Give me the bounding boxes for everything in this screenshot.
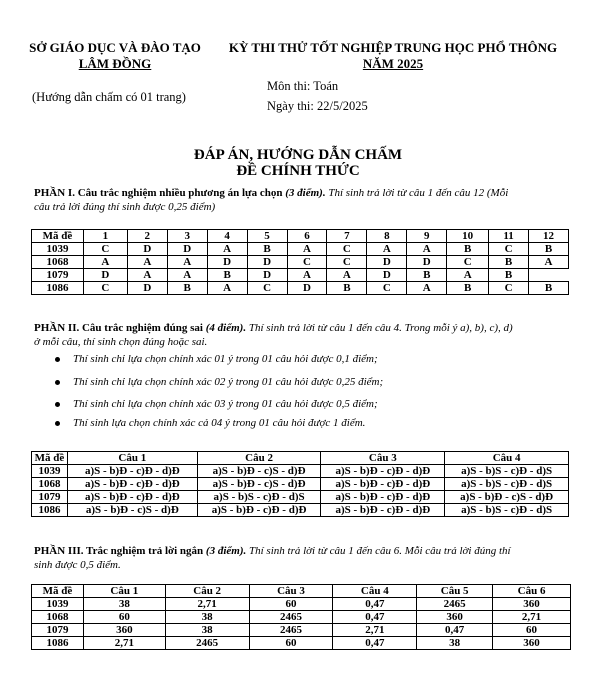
answer-cell: a)S - b)Đ - c)Đ - d)Đ <box>321 491 445 504</box>
guide-note: (Hướng dẫn chấm có 01 trang) <box>32 90 186 104</box>
answer-cell: 38 <box>165 624 249 637</box>
answer-cell: 0,47 <box>417 624 493 637</box>
answer-cell: 2,71 <box>165 598 249 611</box>
column-header: Câu 1 <box>83 585 165 598</box>
answer-cell: a)S - b)Đ - c)Đ - d)Đ <box>67 491 197 504</box>
answer-cell: a)S - b)Đ - c)Đ - d)Đ <box>67 465 197 478</box>
answer-cell: a)S - b)Đ - c)S - d)Đ <box>197 465 321 478</box>
subject-label: Môn thi: Toán <box>267 79 339 93</box>
table-row <box>32 598 571 611</box>
answer-cell: 360 <box>493 598 571 611</box>
exam-code-cell: 1086 <box>32 637 84 650</box>
answer-cell: A <box>407 243 447 256</box>
answer-cell: A <box>287 269 327 282</box>
exam-year: NĂM 2025 <box>362 56 424 71</box>
part3-points: (3 điểm). <box>205 545 247 557</box>
column-header: 2 <box>127 230 167 243</box>
answer-cell: C <box>367 282 407 295</box>
part1-heading: PHẦN I. Câu trắc nghiệm nhiều phương án lựa chọn <box>34 187 283 199</box>
column-header: Mã đề <box>32 585 84 598</box>
bullet-icon <box>55 421 60 426</box>
answer-cell: B <box>207 269 247 282</box>
answer-cell: a)S - b)S - c)Đ - d)S <box>445 478 569 491</box>
answer-cell: D <box>247 269 287 282</box>
column-header: Mã đề <box>32 230 84 243</box>
answer-cell: B <box>247 243 287 256</box>
column-header: Câu 4 <box>333 585 417 598</box>
answer-cell: A <box>207 243 247 256</box>
answer-cell: C <box>489 243 529 256</box>
answer-cell: a)S - b)Đ - c)Đ - d)Đ <box>321 465 445 478</box>
exam-code-cell: 1068 <box>32 478 68 491</box>
answer-cell: 2,71 <box>493 611 571 624</box>
answer-cell: 2465 <box>249 624 333 637</box>
answer-cell: A <box>127 269 167 282</box>
answer-cell: A <box>529 256 569 269</box>
answer-cell: D <box>367 269 407 282</box>
answer-cell: A <box>287 243 327 256</box>
part1-instruction-1: Thí sinh trả lời từ câu 1 đến câu 12 (Mỗi <box>325 187 509 199</box>
column-header: 4 <box>207 230 247 243</box>
province-name: LÂM ĐỒNG <box>78 56 152 71</box>
table-row <box>32 478 569 491</box>
answer-cell: a)S - b)S - c)Đ - d)S <box>445 465 569 478</box>
column-header: 3 <box>167 230 207 243</box>
exam-code-cell: 1079 <box>32 624 84 637</box>
column-header: Câu 2 <box>165 585 249 598</box>
answer-cell: 2465 <box>165 637 249 650</box>
table-row <box>32 282 569 295</box>
exam-code-cell: 1039 <box>32 465 68 478</box>
part3-instructions <box>34 544 570 572</box>
answer-cell: a)S - b)S - c)Đ - d)S <box>445 504 569 517</box>
part2-answer-table <box>31 451 569 517</box>
answer-cell: A <box>367 243 407 256</box>
answer-cell: B <box>447 282 489 295</box>
table-row <box>32 465 569 478</box>
answer-cell: 38 <box>165 611 249 624</box>
part3-instruction-2: sinh được 0,5 điểm. <box>34 559 121 571</box>
answer-cell: 60 <box>249 598 333 611</box>
table-row <box>32 256 569 269</box>
exam-date: Ngày thi: 22/5/2025 <box>267 99 368 113</box>
table-row <box>32 491 569 504</box>
answer-cell: a)S - b)Đ - c)Đ - d)Đ <box>197 504 321 517</box>
exam-code-cell: 1068 <box>32 256 84 269</box>
table-header-row <box>32 452 569 465</box>
exam-code-cell: 1079 <box>32 269 84 282</box>
part1-instructions <box>34 186 570 214</box>
exam-code-cell: 1079 <box>32 491 68 504</box>
table-row <box>32 624 571 637</box>
answer-cell: 38 <box>83 598 165 611</box>
table-row <box>32 243 569 256</box>
answer-cell: 2465 <box>249 611 333 624</box>
answer-cell: A <box>127 256 167 269</box>
answer-cell: 2,71 <box>333 624 417 637</box>
column-header: 7 <box>327 230 367 243</box>
answer-cell: 2,71 <box>83 637 165 650</box>
answer-cell: C <box>447 256 489 269</box>
answer-cell: 38 <box>417 637 493 650</box>
exam-code-cell: 1086 <box>32 282 84 295</box>
answer-cell: a)S - b)Đ - c)Đ - d)Đ <box>321 504 445 517</box>
answer-cell: B <box>447 243 489 256</box>
answer-cell: a)S - b)Đ - c)S - d)Đ <box>197 478 321 491</box>
answer-cell: A <box>447 269 489 282</box>
column-header: Câu 6 <box>493 585 571 598</box>
answer-cell: a)S - b)Đ - c)S - d)Đ <box>67 504 197 517</box>
answer-cell: 0,47 <box>333 637 417 650</box>
part3-heading: PHẦN III. Trắc nghiệm trả lời ngắn <box>34 545 204 557</box>
answer-cell: B <box>327 282 367 295</box>
column-header: 1 <box>83 230 127 243</box>
exam-code-cell: 1068 <box>32 611 84 624</box>
answer-cell: a)S - b)S - c)Đ - d)S <box>197 491 321 504</box>
part2-points: (4 điểm). <box>205 322 247 334</box>
answer-cell: B <box>167 282 207 295</box>
column-header: 12 <box>529 230 569 243</box>
answer-cell: 2465 <box>417 598 493 611</box>
part2-instruction-2: ở mỗi câu, thí sinh chọn đúng hoặc sai. <box>34 336 208 348</box>
department-header <box>22 40 208 72</box>
column-header: 5 <box>247 230 287 243</box>
document-title <box>0 147 596 179</box>
answer-cell: A <box>83 256 127 269</box>
table-row <box>32 637 571 650</box>
column-header: Câu 2 <box>197 452 321 465</box>
exam-code-cell: 1086 <box>32 504 68 517</box>
column-header: Câu 1 <box>67 452 197 465</box>
answer-cell: A <box>167 269 207 282</box>
answer-cell: D <box>127 243 167 256</box>
exam-code-cell: 1039 <box>32 243 84 256</box>
exam-header <box>220 40 566 72</box>
answer-cell: C <box>489 282 529 295</box>
column-header: Câu 3 <box>321 452 445 465</box>
answer-cell: 360 <box>417 611 493 624</box>
table-row <box>32 611 571 624</box>
column-header: Câu 3 <box>249 585 333 598</box>
title-line-2: ĐỀ CHÍNH THỨC <box>236 163 360 179</box>
part1-answer-table <box>31 229 569 295</box>
answer-cell: 0,47 <box>333 611 417 624</box>
answer-cell: B <box>529 243 569 256</box>
department-name: SỞ GIÁO DỤC VÀ ĐÀO TẠO <box>29 40 201 55</box>
answer-cell: C <box>83 282 127 295</box>
answer-cell: C <box>327 256 367 269</box>
answer-cell: B <box>529 282 569 295</box>
exam-code-cell: 1039 <box>32 598 84 611</box>
part1-instruction-2: câu trả lời đúng thí sinh được 0,25 điểm) <box>34 201 216 213</box>
part1-points: (3 điểm). <box>285 187 326 199</box>
answer-cell: D <box>287 282 327 295</box>
answer-cell: 60 <box>83 611 165 624</box>
answer-cell: A <box>207 282 247 295</box>
part3-instruction-1: Thí sinh trả lời từ câu 1 đến câu 6. Mỗi câu trả lời đúng thí <box>246 545 511 557</box>
answer-cell: 0,47 <box>333 598 417 611</box>
answer-cell: B <box>489 269 529 282</box>
answer-cell: C <box>83 243 127 256</box>
column-header: 6 <box>287 230 327 243</box>
title-line-1: ĐÁP ÁN, HƯỚNG DẪN CHẤM <box>193 147 403 163</box>
answer-cell: 60 <box>249 637 333 650</box>
answer-cell: D <box>247 256 287 269</box>
column-header: Câu 4 <box>445 452 569 465</box>
answer-cell: C <box>247 282 287 295</box>
answer-cell: A <box>167 256 207 269</box>
column-header: Câu 5 <box>417 585 493 598</box>
table-row <box>32 504 569 517</box>
answer-cell: D <box>167 243 207 256</box>
answer-cell: D <box>83 269 127 282</box>
part3-answer-table <box>31 584 571 650</box>
answer-cell: D <box>127 282 167 295</box>
table-header-row <box>32 230 569 243</box>
answer-cell: B <box>489 256 529 269</box>
part2-heading: PHẦN II. Câu trắc nghiệm đúng sai <box>34 322 203 334</box>
answer-cell: 360 <box>493 637 571 650</box>
answer-cell: 360 <box>83 624 165 637</box>
bullet-icon <box>55 402 60 407</box>
answer-cell: 60 <box>493 624 571 637</box>
answer-cell: A <box>327 269 367 282</box>
column-header: 8 <box>367 230 407 243</box>
answer-cell: a)S - b)Đ - c)S - d)Đ <box>445 491 569 504</box>
answer-cell: A <box>407 282 447 295</box>
column-header: 10 <box>447 230 489 243</box>
answer-cell: D <box>407 256 447 269</box>
column-header: 9 <box>407 230 447 243</box>
exam-name: KỲ THI THỬ TỐT NGHIỆP TRUNG HỌC PHỔ THÔNG <box>228 40 558 55</box>
table-row <box>32 269 569 282</box>
answer-cell: B <box>407 269 447 282</box>
answer-cell: C <box>327 243 367 256</box>
part2-instruction-1: Thí sinh trả lời từ câu 1 đến câu 4. Trong mỗi ý a), b), c), d) <box>246 322 513 334</box>
bullet-icon <box>55 380 60 385</box>
answer-cell: a)S - b)Đ - c)Đ - d)Đ <box>67 478 197 491</box>
answer-cell: D <box>367 256 407 269</box>
answer-cell: C <box>287 256 327 269</box>
bullet-icon <box>55 357 60 362</box>
column-header: 11 <box>489 230 529 243</box>
part2-instructions <box>34 321 570 349</box>
answer-cell: D <box>207 256 247 269</box>
column-header: Mã đề <box>32 452 68 465</box>
table-header-row <box>32 585 571 598</box>
answer-cell: a)S - b)Đ - c)Đ - d)Đ <box>321 478 445 491</box>
